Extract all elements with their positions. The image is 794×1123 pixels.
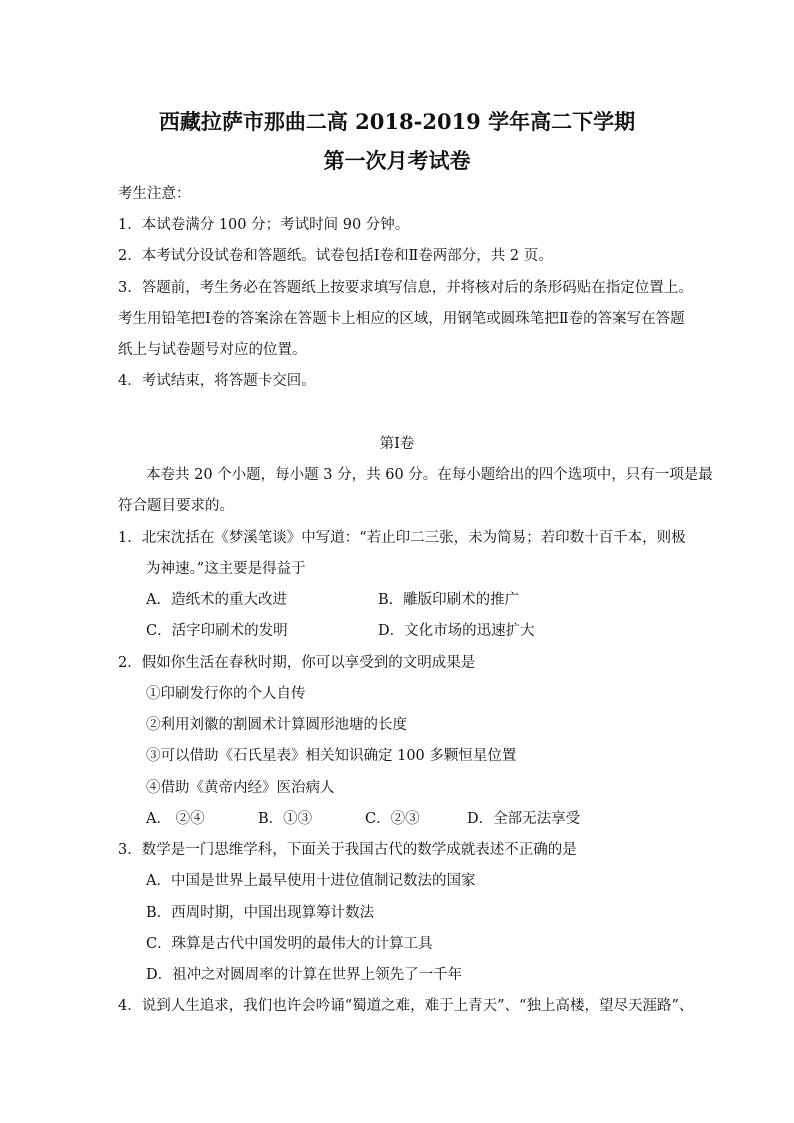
notice-item-2: 2．本考试分设试卷和答题纸。试卷包括Ⅰ卷和Ⅱ卷两部分，共 2 页。 <box>118 248 553 264</box>
notice-item-4: 4．考试结束，将答题卡交回。 <box>118 373 316 389</box>
notice-item-3-line2: 考生用铅笔把Ⅰ卷的答案涂在答题卡上相应的区域，用钢笔或圆珠笔把Ⅱ卷的答案写在答题 <box>118 311 685 327</box>
q3-option-d: D．祖冲之对圆周率的计算在世界上领先了一千年 <box>146 967 463 983</box>
q2-item-3: ③可以借助《石氏星表》相关知识确定 100 多颗恒星位置 <box>146 748 517 764</box>
section-intro-line1: 本卷共 20 个小题，每小题 3 分，共 60 分。在每小题给出的四个选项中，只有一项是最 <box>146 467 713 483</box>
q1-option-b: B．雕版印刷术的推广 <box>378 592 520 608</box>
q2-option-d: D．全部无法享受 <box>467 811 581 827</box>
q2-stem: 2．假如你生活在春秋时期，你可以享受到的文明成果是 <box>118 655 476 671</box>
q3-option-a: A．中国是世界上最早使用十进位值制记数法的国家 <box>146 873 476 889</box>
q2-option-b: B．①③ <box>258 811 313 827</box>
q3-stem: 3．数学是一门思维学科，下面关于我国古代的数学成就表述不正确的是 <box>118 842 577 858</box>
notice-item-3-line1: 3．答题前，考生务必在答题纸上按要求填写信息，并将核对后的条形码贴在指定位置上。 <box>118 280 693 296</box>
q2-item-4: ④借助《黄帝内经》医治病人 <box>146 780 335 796</box>
q2-option-a: A． ②④ <box>146 811 205 827</box>
exam-title-line2: 第一次月考试卷 <box>323 148 471 173</box>
q1-option-c: C．活字印刷术的发明 <box>146 623 288 639</box>
q4-stem-line1: 4．说到人生追求，我们也许会吟诵“蜀道之难，难于上青天”、“独上高楼，望尽天涯路”、 <box>118 998 694 1014</box>
q3-option-b: B．西周时期，中国出现算筹计数法 <box>146 905 375 921</box>
section-intro-line2: 符合题目要求的。 <box>118 498 234 514</box>
q1-stem-line1: 1．北宋沈括在《梦溪笔谈》中写道：“若止印二三张，未为简易；若印数十百千本，则极 <box>118 530 686 546</box>
q1-option-a: A．造纸术的重大改进 <box>146 592 287 608</box>
notice-heading: 考生注意： <box>118 186 191 202</box>
q2-option-c: C．②③ <box>365 811 420 827</box>
q1-stem-line2: 为神速。”这主要是得益于 <box>146 561 306 577</box>
notice-item-3-line3: 纸上与试卷题号对应的位置。 <box>118 342 307 358</box>
q3-option-c: C．珠算是古代中国发明的最伟大的计算工具 <box>146 936 433 952</box>
exam-title-line1: 西藏拉萨市那曲二高 2018-2019 学年高二下学期 <box>158 109 636 134</box>
section-heading: 第Ⅰ卷 <box>379 436 415 452</box>
notice-item-1: 1．本试卷满分 100 分；考试时间 90 分钟。 <box>118 217 410 233</box>
q2-item-1: ①印刷发行你的个人自传 <box>146 686 306 702</box>
q2-item-2: ②利用刘徽的割圆术计算圆形池塘的长度 <box>146 717 407 733</box>
q1-option-d: D．文化市场的迅速扩大 <box>378 623 535 639</box>
